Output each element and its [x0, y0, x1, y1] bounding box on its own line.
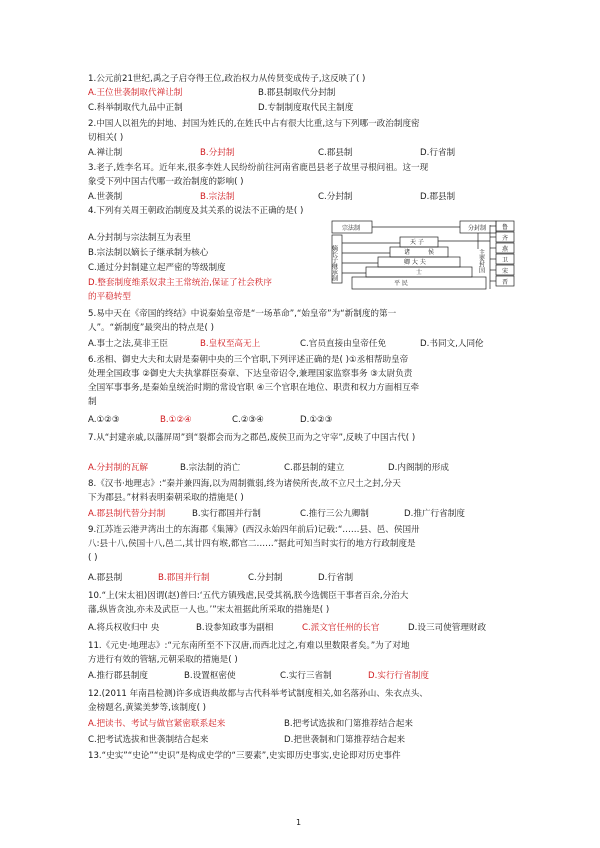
q12-stem-line1: 12.(2011 年南昌检测)许多成语典故都与古代科举考试制度相关,如名落孙山、朱衣点头、 [88, 689, 428, 699]
q8-option-b: B.实行郡国并行制 [192, 509, 261, 519]
q6-option-c: C.②③④ [232, 415, 264, 425]
q9-stem-line2: 八:县十八,侯国十八,邑二,其廿四有堠,都官二……”据此可知当时实行的地方行政制度是 [88, 539, 416, 549]
q6-option-a: A.①②③ [88, 415, 120, 425]
diagram-level-3: 卿 大 夫 [404, 259, 426, 266]
q10-option-b: B.设参知政事为副相 [196, 623, 274, 633]
q1-option-b: B.郡县制取代分封制 [258, 88, 336, 98]
diagram-right-title: 分封制 [468, 225, 487, 232]
q4-option-b: B.宗法制以嫡长子继承制为核心 [88, 248, 209, 258]
q10-stem-line1: 10.“上(宋太祖)因谓(赵)普曰:‘五代方镇残虐,民受其祸,朕今选儒臣干事者百余,分治大 [88, 591, 409, 601]
q6-option-b: B.①②④ [160, 415, 192, 425]
q10-option-d: D.设三司使管理财政 [408, 623, 487, 633]
q11-stem-line2: 方进行有效的管辖,元朝采取的措施是( ) [88, 655, 238, 665]
q4-option-c: C.通过分封制建立起严密的等级制度 [88, 263, 226, 273]
diagram-level-2b: 侯 [428, 249, 435, 256]
q9-option-a: A.郡县制 [88, 573, 123, 583]
q1-stem: 1.公元前21世纪,禹之子启夺得王位,政治权力从传贤变成传子,这反映了( ) [88, 74, 366, 84]
q9-stem-line1: 9.江苏连云港尹湾出土的东海郡《集簿》(西汉永始四年前后)记载:“……县、邑、侯国卅 [88, 525, 420, 535]
diagram-level-1: 天 子 [410, 239, 424, 246]
q2-option-c: C.郡县制 [318, 148, 353, 158]
q11-option-b: B.设置枢密使 [184, 671, 236, 681]
q3-stem-line2: 象受下列中国古代哪一政治制度的影响( ) [88, 177, 244, 187]
q9-option-d: D.行省制 [318, 573, 354, 583]
q1-option-c: C.科举制取代九品中正制 [88, 103, 183, 113]
q5-option-b: B.皇权至高无上 [200, 339, 261, 349]
diagram-state: 卫 [502, 257, 509, 264]
q5-stem-line2: 人”。“新制度”最突出的特点是( ) [88, 323, 214, 333]
q7-stem: 7.从“封建亲戚,以藩屏周”到“裂都会而为之郡邑,废侯卫而为之守宰”,反映了中国古代( ) [88, 433, 416, 443]
q2-stem-line1: 2.中国人以祖先的封地、封国为姓氏的,在姓氏中占有很大比重,这与下列哪一政治制度密 [88, 119, 420, 129]
q11-stem-line1: 11.《元史·地理志》:“元东南所至不下汉唐,而西北过之,有难以里数限者矣。”为了对地 [88, 641, 410, 651]
q7-option-c: C.郡县制的建立 [284, 463, 345, 473]
q1-option-d: D.专制制度取代民主制度 [258, 103, 354, 113]
q9-stem-line3: ( ) [88, 553, 98, 563]
diagram-state: 晋 [502, 279, 509, 286]
q1-option-a: A.王位世袭制取代禅让制 [88, 88, 183, 98]
q2-option-a: A.禅让制 [88, 148, 123, 158]
q2-stem-line2: 切相关( ) [88, 133, 124, 143]
zhou-system-diagram [330, 219, 526, 297]
q10-stem-line2: 藩,纵皆贪浊,亦未及武臣一人也。’”宋太祖据此所采取的措施是( ) [88, 605, 330, 615]
q4-option-a: A.分封制与宗法制互为表里 [88, 233, 191, 243]
q3-option-a: A.世袭制 [88, 192, 123, 202]
q6-stem-line1: 6.丞相、御史大夫和太尉是秦朝中央的三个官职,下列评述正确的是( )①丞相帮助皇帝 [88, 355, 409, 365]
diagram-svg [330, 219, 526, 297]
q2-option-b: B.分封制 [200, 148, 235, 158]
q12-stem-line2: 金榜题名,黄粱美梦等,该制度( ) [88, 703, 207, 713]
diagram-state: 燕 [502, 246, 509, 253]
q9-option-c: C.分封制 [248, 573, 283, 583]
q8-option-d: D.推广行省制度 [404, 509, 465, 519]
q3-option-d: D.郡县制 [420, 192, 456, 202]
q6-stem-line4: 制 [88, 397, 97, 407]
q12-option-b: B.把考试选拔和门第推荐结合起来 [284, 719, 413, 729]
q12-option-d: D.把世袭制和门第推荐结合起来 [284, 735, 406, 745]
q3-option-b: B.宗法制 [200, 192, 235, 202]
q5-stem-line1: 5.易中天在《帝国的终结》中说秦始皇帝是“一场革命”,“始皇帝”为“新制度的第一 [88, 309, 397, 319]
q11-option-a: A.推行郡县制度 [88, 671, 149, 681]
q7-option-b: B.宗法制的消亡 [180, 463, 241, 473]
q10-option-c: C.派文官任州的长官 [302, 623, 380, 633]
q7-option-a: A.分封制的瓦解 [88, 463, 149, 473]
q6-option-d: D.①②③ [300, 415, 333, 425]
q6-stem-line3: 全国军事事务,是秦始皇统治时期的常设官职 ④三个官职在地位、职责和权力方面相互牵 [88, 383, 420, 393]
diagram-left-title: 宗法制 [342, 225, 361, 232]
q10-option-a: A.将兵权收归中 央 [88, 623, 160, 633]
diagram-state: 齐 [502, 235, 509, 242]
diagram-mid-vertical: 主要封国 [477, 249, 485, 273]
q12-option-a: A.把读书、考试与做官紧密联系起来 [88, 719, 226, 729]
diagram-state: 宋 [502, 268, 509, 275]
q3-stem-line1: 3.老子,姓李名耳。近年来,很多李姓人民纷纷前往河南省鹿邑县老子故里寻根问祖。这一现 [88, 163, 429, 173]
q8-stem-line1: 8.《汉书·地理志》:“秦并兼四海,以为周制微弱,终为诸侯所丧,故不立尺土之封,分天 [88, 479, 401, 489]
diagram-level-2a: 诸 [404, 249, 411, 256]
q5-option-c: C.官员直接由皇帝任免 [300, 339, 387, 349]
q4-option-d-line1: D.整套制度维系奴隶主王常统治,保证了社会秩序 [88, 278, 272, 288]
q5-option-d: D.书同文,人同伦 [420, 339, 484, 349]
q6-stem-line2: 处理全国政事 ②御史大夫执掌群臣奏章、下达皇帝诏令,兼理国家监察事务 ③太尉负责 [88, 369, 413, 379]
diagram-level-5: 平 民 [394, 280, 408, 287]
q4-option-d-line2: 的平稳转型 [88, 292, 131, 302]
q2-option-d: D.行省制 [420, 148, 456, 158]
diagram-state: 鲁 [502, 224, 509, 231]
q8-stem-line2: 下为郡县。”材料表明秦朝采取的措施是( ) [88, 493, 244, 503]
q13-stem-line1: 13.“史实”“史论”“史识”是构成史学的“三要素”,史实即历史事实,史论即对历史事件 [88, 751, 401, 761]
q8-option-a: A.郡县制代替分封制 [88, 509, 166, 519]
q3-option-c: C.分封制 [318, 192, 353, 202]
q9-option-b: B.郡国并行制 [158, 573, 210, 583]
q11-option-c: C.实行三省制 [280, 671, 332, 681]
q5-option-a: A.事士之法,莫非王臣 [88, 339, 168, 349]
q8-option-c: C.推行三公九卿制 [300, 509, 369, 519]
page-number: 1 [296, 818, 302, 827]
q7-option-d: D.内阁制的形成 [388, 463, 449, 473]
diagram-level-4: 士 [416, 269, 423, 276]
diagram-left-vertical: 嫡长子继承制 [330, 245, 338, 281]
q11-option-d: D.实行行省制度 [368, 671, 429, 681]
q12-option-c: C.把考试选拔和世袭制结合起来 [88, 735, 209, 745]
q4-stem: 4.下列有关周王朝政治制度及其关系的说法不正确的是( ) [88, 206, 304, 216]
